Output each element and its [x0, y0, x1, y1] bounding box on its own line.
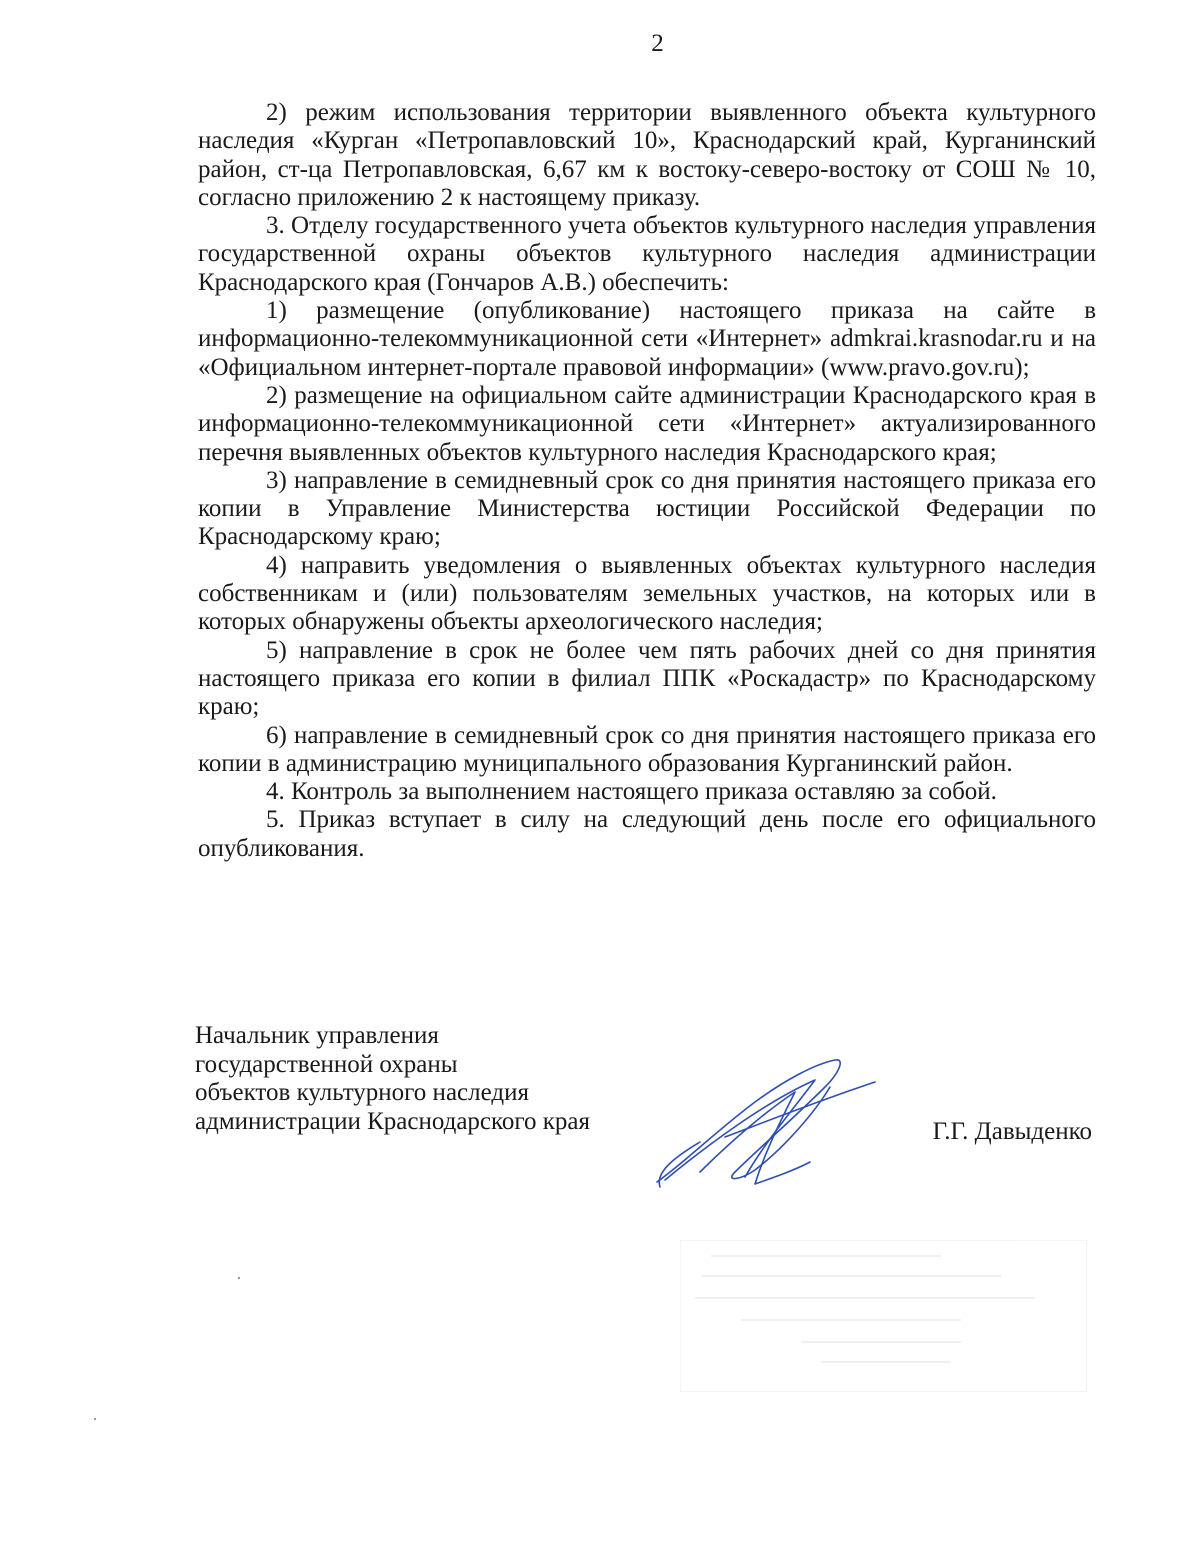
signatory-title-line: администрации Краснодарского края	[195, 1107, 591, 1135]
paragraph: 2) режим использования территории выявленного объекта культурного наследия «Курган «Петропавловский 10», Краснодарский край, Курганинский район, ст-ца Петропавловская, 6,67 км к востоку-северо-востоку от СОШ № 10, согласно приложению 2 к настоящему приказу.	[198, 99, 1096, 211]
paragraph: 4) направить уведомления о выявленных объектах культурного наследия собственникам и (или) пользователям земельных участков, на которых или в которых обнаружены объекты археологического наследия;	[198, 551, 1096, 636]
paragraph: 3) направление в семидневный срок со дня принятия настоящего приказа его копии в Управление Министерства юстиции Российской Федерации по Краснодарскому краю;	[198, 466, 1096, 551]
scan-speck	[94, 1418, 96, 1420]
signatory-title-line: государственной охраны	[195, 1050, 458, 1078]
handwritten-signature	[645, 1052, 880, 1192]
faded-stamp	[680, 1240, 1087, 1392]
page-number: 2	[651, 30, 664, 57]
paragraph: 4. Контроль за выполнением настоящего приказа оставляю за собой.	[266, 778, 997, 806]
paragraph: 1) размещение (опубликование) настоящего приказа на сайте в информационно-телекоммуникационной сети «Интернет» admkrai.krasnodar.ru и на «Официальном интернет-портале правовой информации» (www.pravo.gov.ru);	[198, 297, 1096, 381]
document-body	[198, 99, 1096, 863]
signatory-title-line: Начальник управления	[195, 1022, 439, 1049]
paragraph: 6) направление в семидневный срок со дня принятия настоящего приказа его копии в администрацию муниципального образования Курганинский район.	[198, 721, 1096, 777]
paragraph: 5) направление в срок не более чем пять рабочих дней со дня принятия настоящего приказа его копии в филиал ППК «Роскадастр» по Краснодарскому краю;	[198, 636, 1096, 721]
signatory-title	[195, 1022, 590, 1136]
scan-speck	[238, 1277, 240, 1279]
signatory-name: Г.Г. Давыденко	[932, 1118, 1092, 1145]
paragraph: 2) размещение на официальном сайте администрации Краснодарского края в информационно-телекоммуникационной сети «Интернет» актуализированного перечня выявленных объектов культурного наследия Краснодарского края;	[198, 381, 1096, 466]
paragraph: 5. Приказ вступает в силу на следующий день после его официального опубликования.	[198, 806, 1096, 862]
signature-strokes	[657, 1060, 875, 1187]
signatory-title-line: объектов культурного наследия	[195, 1079, 529, 1106]
signature-block	[195, 1022, 1100, 1172]
paragraph: 3. Отделу государственного учета объектов культурного наследия управления государственной охраны объектов культурного наследия администрации Краснодарского края (Гончаров А.В.) обеспечить:	[198, 212, 1096, 296]
